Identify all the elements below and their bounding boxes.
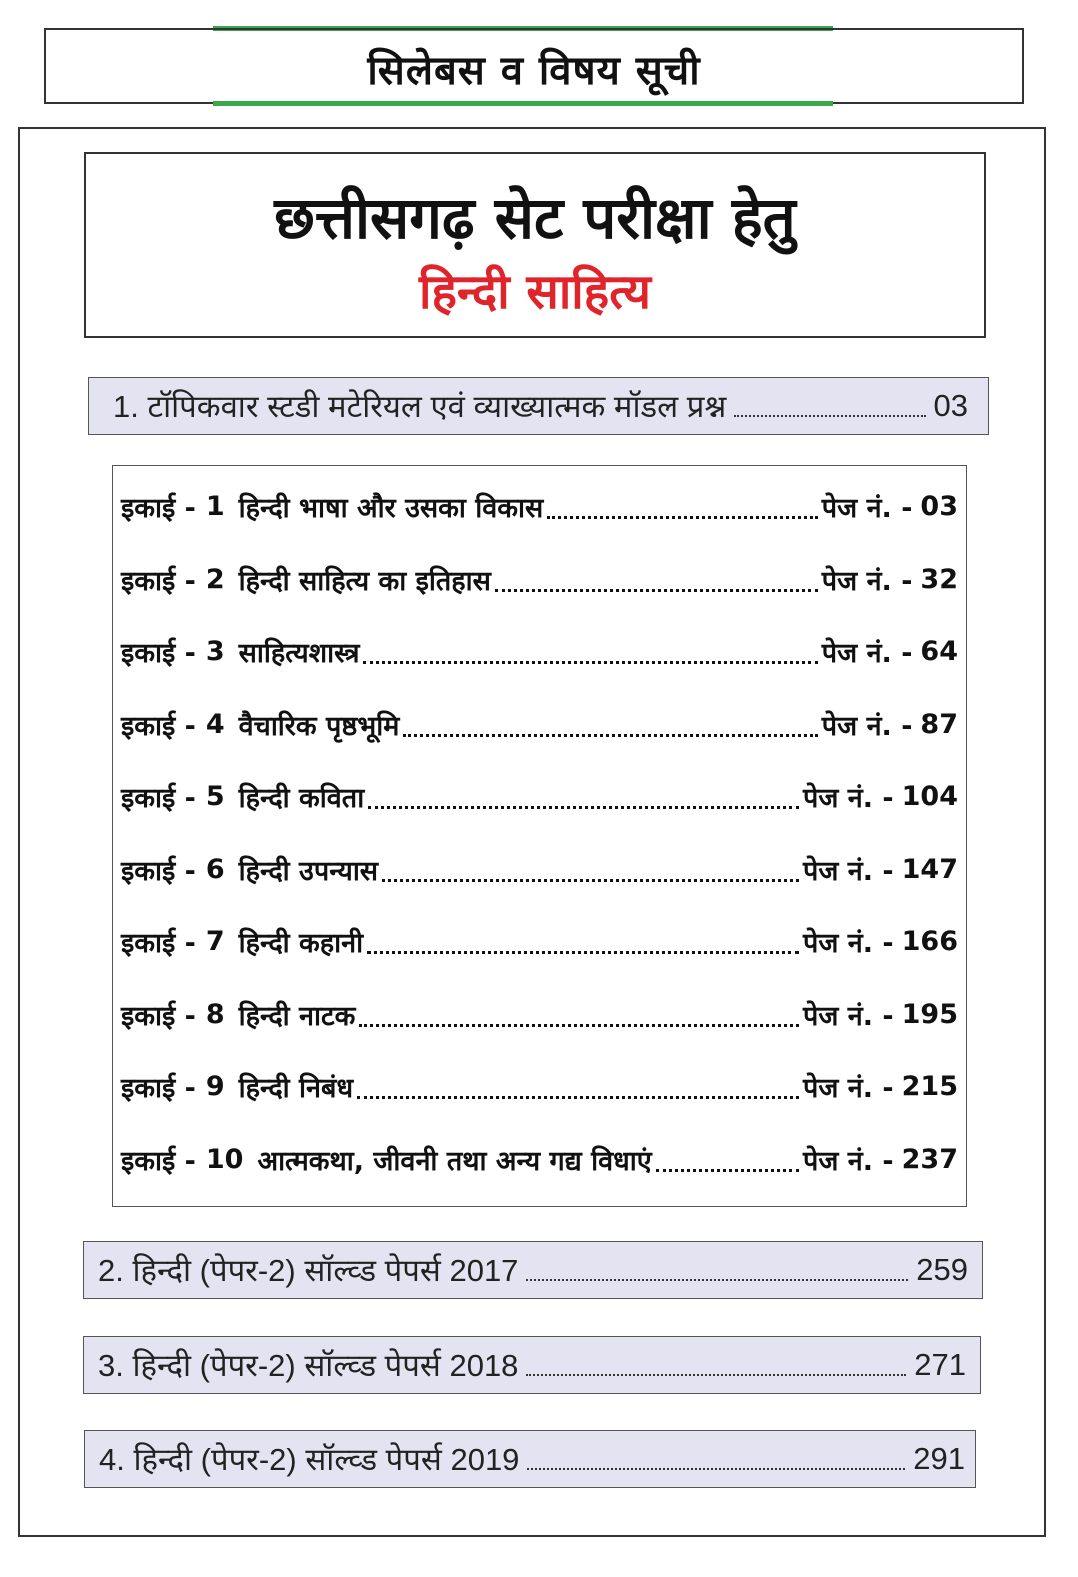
unit-row-10[interactable] [121,1139,958,1179]
page-label: पेज नं. - [821,710,913,742]
page-label: पेज नं. - [803,855,894,887]
unit-row-5[interactable] [121,776,958,816]
unit-page: 32 [920,563,958,595]
unit-page: 104 [901,780,958,812]
unit-row-7[interactable] [121,921,958,961]
header-rule-bottom [213,101,833,106]
unit-page: 64 [920,635,958,667]
dot-leader [526,1354,906,1376]
unit-number: 10 [205,1143,244,1175]
header-box [44,28,1024,104]
dot-leader [527,1448,905,1470]
section-page: 259 [916,1252,968,1287]
unit-prefix: इकाई - [121,927,196,959]
unit-number: 8 [205,998,225,1030]
unit-page: 87 [920,708,958,740]
unit-title: हिन्दी निबंध [238,1072,354,1104]
unit-title: हिन्दी नाटक [238,1000,356,1032]
unit-row-8[interactable] [121,994,958,1034]
unit-row-2[interactable] [121,559,958,599]
unit-page: 166 [901,925,958,957]
unit-row-1[interactable] [121,486,958,526]
dot-leader [367,929,799,954]
unit-title: हिन्दी साहित्य का इतिहास [238,565,491,597]
dot-leader [368,784,799,809]
section-label: 2. हिन्दी (पेपर-2) सॉल्व्ड पेपर्स 2017 [98,1253,519,1288]
section-label: 4. हिन्दी (पेपर-2) सॉल्व्ड पेपर्स 2019 [99,1442,520,1477]
unit-title: हिन्दी भाषा और उसका विकास [238,492,544,524]
header-title: सिलेबस व विषय सूची [367,47,701,94]
unit-page: 215 [901,1070,958,1102]
section-label: 1. टॉपिकवार स्टडी मटेरियल एवं व्याख्यात्मक मॉडल प्रश्न [113,389,727,424]
unit-prefix: इकाई - [121,782,196,814]
unit-prefix: इकाई - [121,492,196,524]
dot-leader [526,1259,908,1281]
unit-number: 4 [205,708,225,740]
page-label: पेज नं. - [803,1000,894,1032]
unit-title: हिन्दी उपन्यास [238,855,379,887]
page-label: पेज नं. - [821,492,913,524]
toc-section-3[interactable] [83,1336,981,1394]
dot-leader [734,395,925,417]
unit-title: हिन्दी कविता [238,782,365,814]
page-label: पेज नं. - [803,1145,894,1177]
unit-prefix: इकाई - [121,565,196,597]
unit-number: 9 [205,1070,225,1102]
subject-title: हिन्दी साहित्य [419,264,651,320]
toc-section-2[interactable] [83,1241,983,1299]
unit-row-9[interactable] [121,1066,958,1106]
unit-prefix: इकाई - [121,855,196,887]
unit-number: 1 [205,490,225,522]
unit-page: 195 [901,998,958,1030]
section-page: 03 [933,388,968,423]
toc-section-4[interactable] [84,1430,976,1488]
unit-title: हिन्दी कहानी [238,927,364,959]
unit-row-3[interactable] [121,631,958,671]
dot-leader [363,639,817,664]
unit-row-6[interactable] [121,849,958,889]
unit-number: 3 [205,635,225,667]
unit-title: आत्मकथा, जीवनी तथा अन्य गद्य विधाएं [257,1145,652,1177]
unit-prefix: इकाई - [121,1072,196,1104]
unit-prefix: इकाई - [121,1145,196,1177]
unit-title: साहित्यशास्त्र [238,637,360,669]
unit-page: 237 [901,1143,958,1175]
unit-number: 7 [205,925,225,957]
unit-prefix: इकाई - [121,710,196,742]
page-label: पेज नं. - [803,1072,894,1104]
dot-leader [403,712,817,737]
unit-prefix: इकाई - [121,1000,196,1032]
unit-number: 5 [205,780,225,812]
unit-prefix: इकाई - [121,637,196,669]
page-label: पेज नं. - [821,637,913,669]
dot-leader [547,494,818,519]
exam-title: छत्तीसगढ़ सेट परीक्षा हेतु [274,184,796,252]
dot-leader [656,1147,799,1172]
page-label: पेज नं. - [803,927,894,959]
dot-leader [359,1002,799,1027]
unit-page: 147 [901,853,958,885]
toc-section-1[interactable] [88,377,989,435]
section-label: 3. हिन्दी (पेपर-2) सॉल्व्ड पेपर्स 2018 [98,1348,519,1383]
unit-number: 2 [205,563,225,595]
unit-page: 03 [920,490,958,522]
dot-leader [495,567,818,592]
section-page: 291 [913,1441,965,1476]
dot-leader [382,857,799,882]
page-label: पेज नं. - [821,565,913,597]
section-page: 271 [914,1347,966,1382]
dot-leader [357,1074,799,1099]
units-list [112,465,967,1207]
unit-row-4[interactable] [121,704,958,744]
unit-title: वैचारिक पृष्ठभूमि [238,710,400,742]
unit-number: 6 [205,853,225,885]
page-label: पेज नं. - [803,782,894,814]
title-box [84,152,986,338]
